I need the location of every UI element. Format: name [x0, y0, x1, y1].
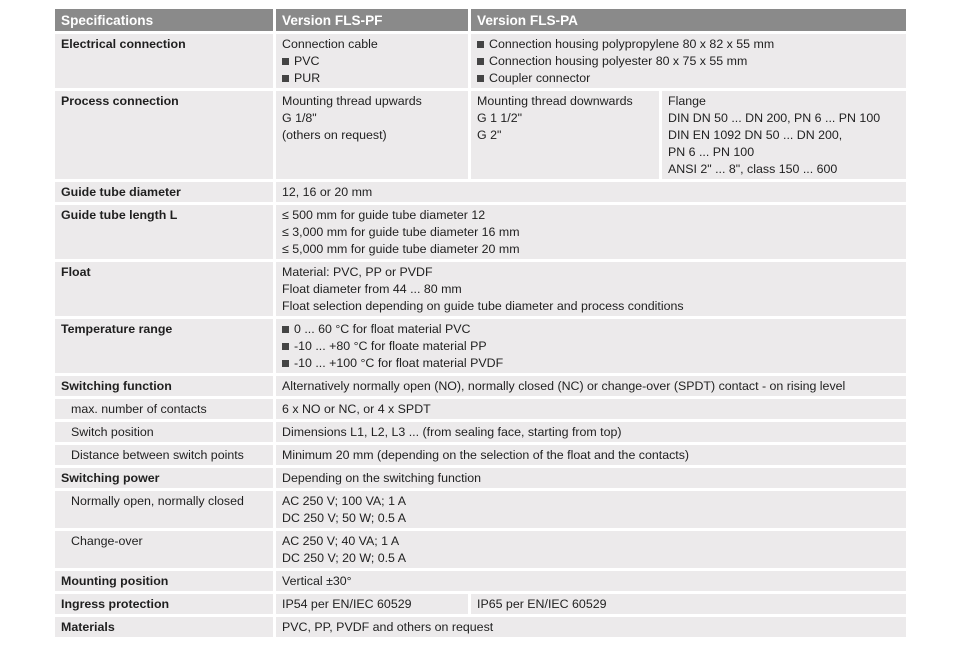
- cell-line: Float diameter from 44 ... 80 mm: [282, 282, 462, 296]
- table-row-normally-open-closed: [55, 491, 906, 528]
- process-pa-thread-cell: [468, 91, 659, 179]
- row-label: Change-over: [55, 531, 273, 568]
- row-value: 6 x NO or NC, or 4 x SPDT: [273, 399, 906, 419]
- row-value: [273, 262, 906, 316]
- row-label: Mounting position: [55, 571, 273, 591]
- electrical-pa-cell: [468, 34, 906, 88]
- table-row-change-over: [55, 531, 906, 568]
- table-row-switching-function: [55, 376, 906, 396]
- cell-line: AC 250 V; 40 VA; 1 A: [282, 534, 400, 548]
- row-label: Distance between switch points: [55, 445, 273, 465]
- cell-line: ANSI 2" ... 8", class 150 ... 600: [668, 162, 838, 176]
- row-label: Float: [55, 262, 273, 316]
- header-version-fls-pa: Version FLS-PA: [468, 9, 906, 31]
- row-value: 12, 16 or 20 mm: [273, 182, 906, 202]
- row-value: Minimum 20 mm (depending on the selection of the float and the contacts): [273, 445, 906, 465]
- ingress-pa-cell: IP65 per EN/IEC 60529: [468, 594, 906, 614]
- cell-line: (others on request): [282, 128, 387, 142]
- cell-line: G 1/8": [282, 111, 317, 125]
- table-row-guide-tube-diameter: [55, 182, 906, 202]
- table-row-ingress-protection: [55, 594, 906, 614]
- cell-line: Flange: [668, 94, 706, 108]
- header-version-fls-pf: Version FLS-PF: [273, 9, 468, 31]
- header-specifications: Specifications: [55, 9, 273, 31]
- row-label: Switching power: [55, 468, 273, 488]
- table-row-float: [55, 262, 906, 316]
- table-row-materials: [55, 617, 906, 637]
- cell-line: Material: PVC, PP or PVDF: [282, 265, 433, 279]
- table-row-guide-tube-length: [55, 205, 906, 259]
- row-value: [273, 205, 906, 259]
- row-label: Temperature range: [55, 319, 273, 373]
- cell-line: Mounting thread upwards: [282, 94, 422, 108]
- cell-line: G 2": [477, 128, 502, 142]
- row-label: Switch position: [55, 422, 273, 442]
- cell-line: DIN DN 50 ... DN 200, PN 6 ... PN 100: [668, 111, 881, 125]
- cell-line: DIN EN 1092 DN 50 ... DN 200,: [668, 128, 843, 142]
- row-value: [273, 319, 906, 373]
- table-row-mounting-position: [55, 571, 906, 591]
- table-row-temperature-range: [55, 319, 906, 373]
- electrical-pf-cell: [273, 34, 468, 88]
- cell-line: G 1 1/2": [477, 111, 523, 125]
- row-value: Depending on the switching function: [273, 468, 906, 488]
- bullet-item: Coupler connector: [477, 70, 900, 87]
- bullet-item: PUR: [282, 70, 462, 87]
- cell-line: Mounting thread downwards: [477, 94, 633, 108]
- cell-line: DC 250 V; 50 W; 0.5 A: [282, 511, 406, 525]
- row-label: Electrical connection: [55, 34, 273, 88]
- row-value: PVC, PP, PVDF and others on request: [273, 617, 906, 637]
- row-label: Guide tube diameter: [55, 182, 273, 202]
- cell-line: ≤ 5,000 mm for guide tube diameter 20 mm: [282, 242, 520, 256]
- bullet-item: Connection housing polyester 80 x 75 x 55 mm: [477, 53, 900, 70]
- row-label: Switching function: [55, 376, 273, 396]
- cell-line: Float selection depending on guide tube diameter and process conditions: [282, 299, 684, 313]
- process-pa-flange-cell: [659, 91, 906, 179]
- cell-line: Connection cable: [282, 37, 378, 51]
- cell-line: ≤ 3,000 mm for guide tube diameter 16 mm: [282, 225, 520, 239]
- cell-line: DC 250 V; 20 W; 0.5 A: [282, 551, 406, 565]
- cell-line: ≤ 500 mm for guide tube diameter 12: [282, 208, 486, 222]
- row-label: max. number of contacts: [55, 399, 273, 419]
- cell-line: PN 6 ... PN 100: [668, 145, 755, 159]
- table-row-process-connection: [55, 91, 906, 179]
- bullet-item: PVC: [282, 53, 462, 70]
- row-label: Materials: [55, 617, 273, 637]
- process-pf-cell: [273, 91, 468, 179]
- row-label: Normally open, normally closed: [55, 491, 273, 528]
- table-row-switch-distance: [55, 445, 906, 465]
- row-value: Vertical ±30°: [273, 571, 906, 591]
- row-value: [273, 491, 906, 528]
- table-row-switching-power: [55, 468, 906, 488]
- table-row-max-contacts: [55, 399, 906, 419]
- ingress-pf-cell: IP54 per EN/IEC 60529: [273, 594, 468, 614]
- row-label: Guide tube length L: [55, 205, 273, 259]
- row-value: Alternatively normally open (NO), normally closed (NC) or change-over (SPDT) contact - on rising level: [273, 376, 906, 396]
- table-header-row: [55, 9, 906, 31]
- row-label: Ingress protection: [55, 594, 273, 614]
- bullet-item: Connection housing polypropylene 80 x 82 x 55 mm: [477, 36, 900, 53]
- row-value: [273, 531, 906, 568]
- bullet-item: -10 ... +100 °C for float material PVDF: [282, 355, 900, 372]
- bullet-item: 0 ... 60 °C for float material PVC: [282, 321, 900, 338]
- table-row-switch-position: [55, 422, 906, 442]
- cell-line: AC 250 V; 100 VA; 1 A: [282, 494, 406, 508]
- row-value: Dimensions L1, L2, L3 ... (from sealing face, starting from top): [273, 422, 906, 442]
- row-label: Process connection: [55, 91, 273, 179]
- specifications-table: [55, 6, 906, 640]
- bullet-item: -10 ... +80 °C for floate material PP: [282, 338, 900, 355]
- table-row-electrical-connection: [55, 34, 906, 88]
